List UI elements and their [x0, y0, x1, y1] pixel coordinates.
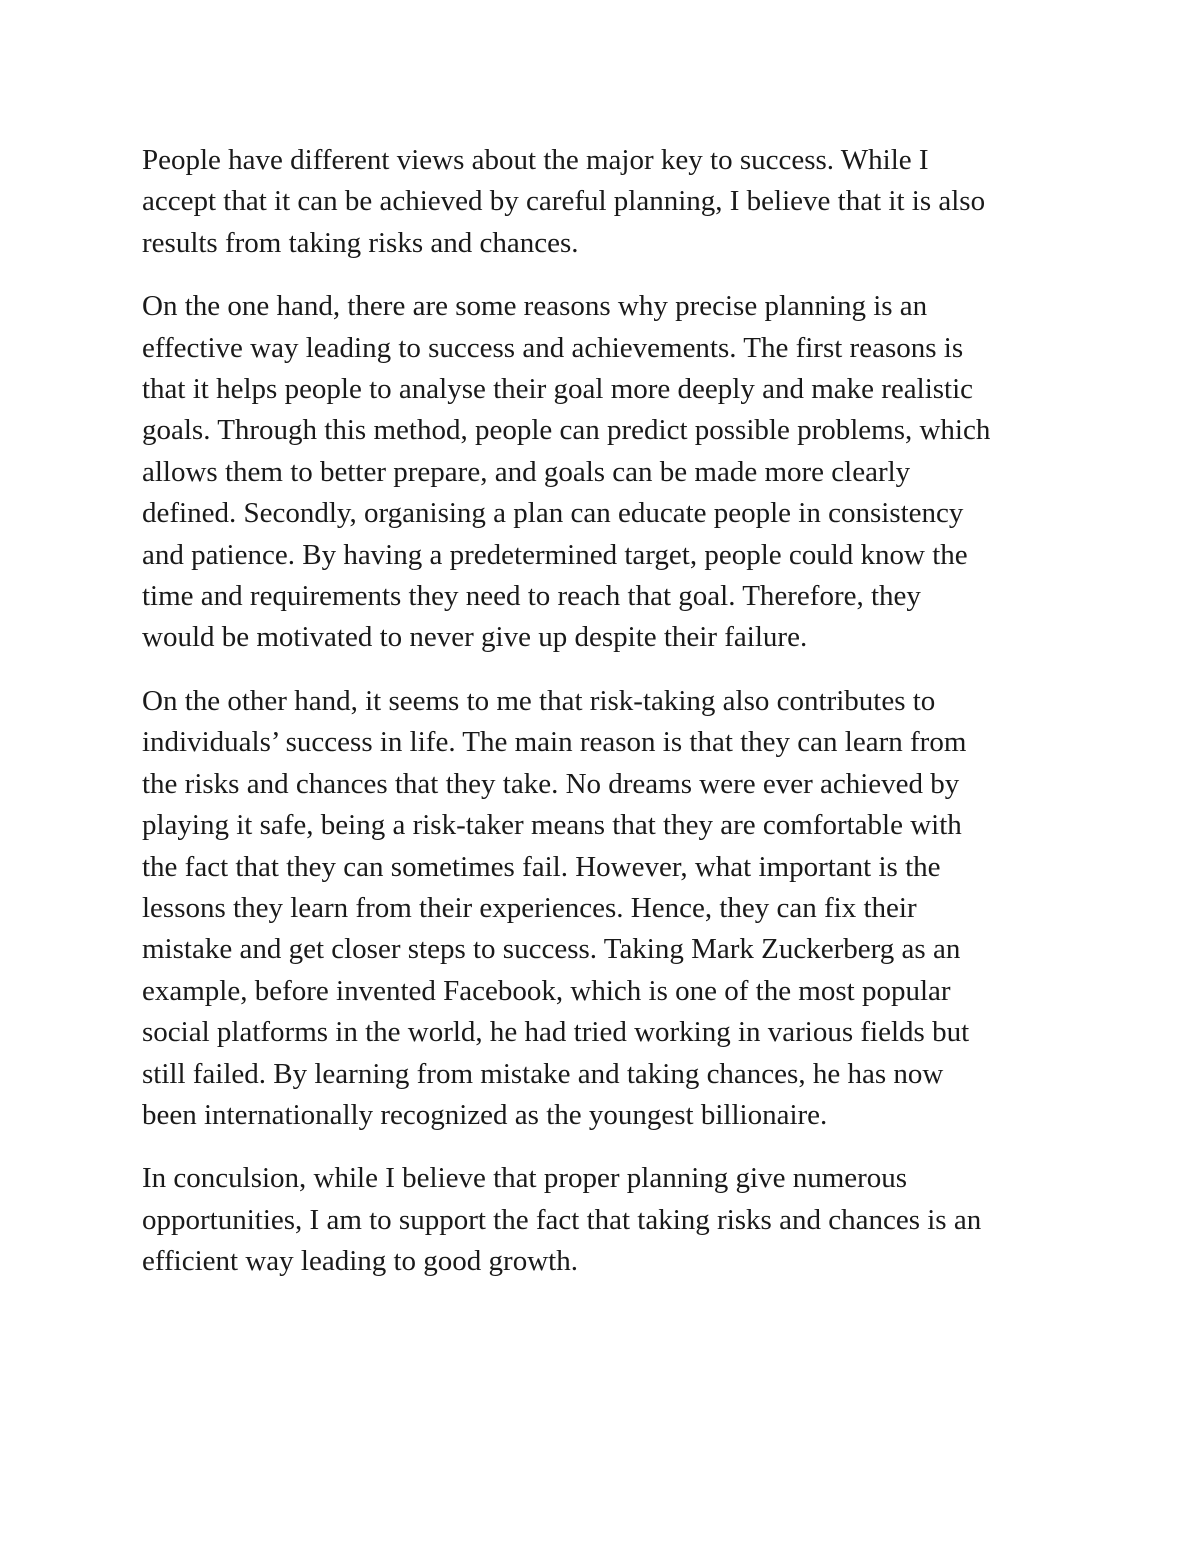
text-line: individuals’ success in life. The main reason is that they can learn from [142, 726, 967, 759]
text-line: mistake and get closer steps to success. Taking Mark Zuckerberg as an [142, 933, 961, 966]
text-line: On the one hand, there are some reasons why precise planning is an [142, 290, 928, 323]
text-line: still failed. By learning from mistake and taking chances, he has now [142, 1057, 944, 1090]
text-line: lessons they learn from their experiences. Hence, they can fix their [142, 891, 917, 924]
paragraph-introduction [142, 140, 1072, 264]
text-line: results from taking risks and chances. [142, 226, 579, 259]
text-line: defined. Secondly, organising a plan can educate people in consistency [142, 497, 964, 530]
text-line: the risks and chances that they take. No dreams were ever achieved by [142, 767, 960, 800]
text-line: effective way leading to success and achievements. The first reasons is [142, 331, 964, 364]
text-line: social platforms in the world, he had tried working in various fields but [142, 1016, 970, 1049]
text-line: accept that it can be achieved by careful planning, I believe that it is also [142, 185, 986, 218]
text-line: and patience. By having a predetermined target, people could know the [142, 538, 968, 571]
paragraph-risk-taking [142, 681, 1072, 1136]
text-line: been internationally recognized as the youngest billionaire. [142, 1098, 828, 1131]
text-line: efficient way leading to good growth. [142, 1245, 578, 1278]
text-line: On the other hand, it seems to me that risk-taking also contributes to [142, 684, 936, 717]
text-line: example, before invented Facebook, which is one of the most popular [142, 974, 951, 1007]
text-line: playing it safe, being a risk-taker means that they are comfortable with [142, 809, 962, 842]
paragraph-conclusion [142, 1158, 1072, 1282]
text-line: allows them to better prepare, and goals can be made more clearly [142, 455, 911, 488]
text-line: goals. Through this method, people can predict possible problems, which [142, 414, 991, 447]
text-line: opportunities, I am to support the fact that taking risks and chances is an [142, 1203, 982, 1236]
text-line: would be motivated to never give up despite their failure. [142, 621, 808, 654]
text-line: People have different views about the major key to success. While I [142, 144, 929, 176]
text-line: that it helps people to analyse their goal more deeply and make realistic [142, 373, 974, 406]
paragraph-planning [142, 286, 1072, 659]
document-body [142, 140, 1072, 1305]
text-line: the fact that they can sometimes fail. However, what important is the [142, 850, 941, 883]
text-line: time and requirements they need to reach that goal. Therefore, they [142, 580, 921, 613]
text-line: In conculsion, while I believe that proper planning give numerous [142, 1162, 908, 1195]
